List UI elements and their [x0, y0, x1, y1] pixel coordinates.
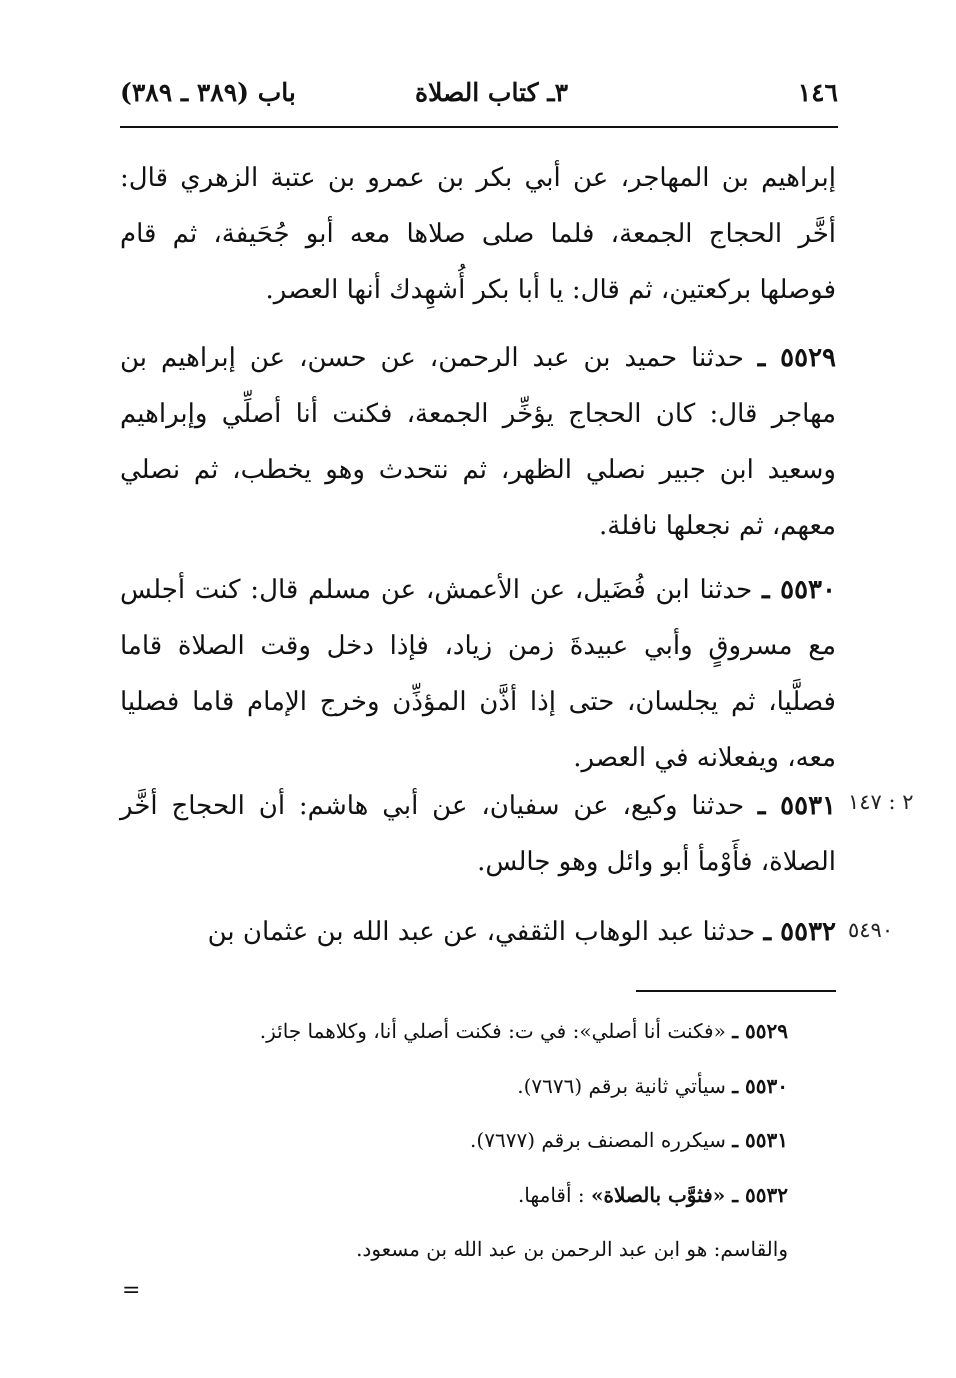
hadith-text: حدثنا ابن فُضَيل، عن الأعمش، عن مسلم قال: كنت أجلس مع مسروقٍ وأبي عبيدةَ زمن زياد، فإذا دخل وقت الصلاة قاما فصلَّيا، ثم يجلسان، حتى إذا أذَّن المؤذِّن وخرج الإمام قاما فصليا معه، ويفعلانه في العصر.: [120, 575, 836, 773]
footnote-5529: [88, 1016, 788, 1046]
hadith-5531: [120, 778, 836, 890]
footnote-text: سيكرره المصنف برقم (٧٦٧٧).: [470, 1128, 733, 1152]
hadith-5530: [120, 562, 836, 786]
footnote-quote: «فثوَّب بالصلاة»: [591, 1183, 733, 1207]
paragraph-continuation: [120, 150, 836, 318]
footnote-number: ٥٥٣١ ـ: [732, 1128, 788, 1152]
chapter-range: باب (٣٨٩ ـ ٣٨٩): [120, 78, 296, 107]
hadith-number: ٥٥٣٢ ـ: [763, 917, 836, 947]
footnote-number: ٥٥٣٠ ـ: [732, 1074, 788, 1098]
footnote-text: : أقامها.: [517, 1183, 591, 1207]
hadith-text: حدثنا وكيع، عن سفيان، عن أبي هاشم: أن الحجاج أخَّر الصلاة، فأَوْمأ أبو وائل وهو جالس.: [120, 791, 836, 877]
footnote-number: ٥٥٣٢ ـ: [732, 1183, 788, 1207]
margin-crossref: ٥٤٩٠: [848, 918, 894, 942]
hadith-text: حدثنا حميد بن عبد الرحمن، عن حسن، عن إبراهيم بن مهاجر قال: كان الحجاج يؤخِّر الجمعة، فكنت أنا أصلِّي وإبراهيم وسعيد ابن جبير نصلي الظهر، ثم نتحدث وهو يخطب، ثم نصلي معهم، ثم نجعلها نافلة.: [120, 343, 836, 541]
footnote-5530: [88, 1071, 788, 1101]
footnote-number: ٥٥٢٩ ـ: [732, 1019, 788, 1043]
hadith-number: ٥٥٣١ ـ: [757, 791, 837, 821]
running-header: [120, 78, 838, 118]
header-rule: [120, 126, 838, 128]
footnote-rule: [636, 990, 836, 992]
footnote-note: [88, 1234, 788, 1264]
hadith-number: ٥٥٢٩ ـ: [757, 343, 836, 373]
hadith-5529: [120, 330, 836, 554]
hadith-text: حدثنا عبد الوهاب الثقفي، عن عبد الله بن عثمان بن: [207, 917, 764, 947]
hadith-5532: [120, 904, 836, 960]
footnote-5532: [88, 1180, 788, 1210]
hadith-number: ٥٥٣٠ ـ: [761, 575, 836, 605]
margin-reference: ٢ : ١٤٧: [848, 790, 914, 814]
continuation-mark: =: [122, 1278, 141, 1303]
footnote-text: «فكنت أنا أصلي»: في ت: فكنت أصلي أنا، وكلاهما جائز.: [259, 1019, 733, 1043]
paragraph-text: إبراهيم بن المهاجر، عن أبي بكر بن عمرو بن عتبة الزهري قال: أخَّر الحجاج الجمعة، فلما صلى صلاها معه أبو جُحَيفة، ثم قام فوصلها بركعتين، ثم قال: يا أبا بكر أُشهِدك أنها العصر.: [120, 163, 836, 305]
page-number: ١٤٦: [797, 78, 838, 107]
footnote-5531: [88, 1125, 788, 1155]
footnote-text: والقاسم: هو ابن عبد الرحمن بن عبد الله بن مسعود.: [356, 1237, 788, 1261]
book-title: ٣ـ كتاب الصلاة: [414, 78, 568, 107]
footnote-text: سيأتي ثانية برقم (٧٦٧٦).: [517, 1074, 733, 1098]
